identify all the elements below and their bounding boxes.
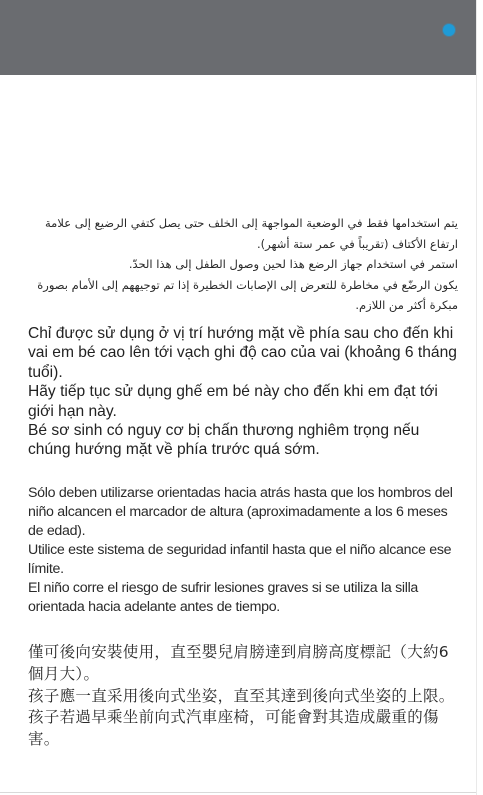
page-edge bbox=[476, 0, 483, 795]
warning-vietnamese-line-2: Hãy tiếp tục sử dụng ghế em bé này cho đến khi em đạt tới giới hạn này. bbox=[28, 383, 438, 420]
warning-vietnamese-line-1: Chỉ được sử dụng ở vị trí hướng mặt về phía sau cho đến khi vai em bé cao lên tới vạch ghi độ cao của vai (khoảng 6 tháng tuổi). bbox=[28, 325, 457, 381]
warning-vietnamese bbox=[28, 324, 458, 460]
warning-spanish-line-3: El niño corre el riesgo de sufrir lesiones graves si se utiliza la silla orientada hacia adelante antes de tiempo. bbox=[28, 580, 419, 615]
warning-arabic-line-1: يتم استخدامها فقط في الوضعية المواجهة إلى الخلف حتى يصل كتفي الرضيع إلى علامة ارتفاع الأكتاف (تقريباً في عمر ستة أشهر). bbox=[45, 216, 458, 251]
warning-spanish-line-1: Sólo deben utilizarse orientadas hacia atrás hasta que los hombros del niño alcancen el marcador de altura (aproximadamente a los 6 meses de edad). bbox=[28, 485, 453, 539]
warning-chinese bbox=[28, 642, 458, 751]
warning-chinese-line-2: 孩子應一直采用後向式坐姿，直至其達到後向式坐姿的上限。 bbox=[28, 686, 455, 705]
warning-arabic-line-3: يكون الرضّع في مخاطرة للتعرض إلى الإصابات الخطيرة إذا تم توجيههم إلى الأمام بصورة مبكرة أكثر من اللازم. bbox=[37, 277, 458, 312]
bottom-divider bbox=[0, 792, 476, 793]
warning-chinese-line-3: 孩子若過早乘坐前向式汽車座椅，可能會對其造成嚴重的傷害。 bbox=[28, 708, 439, 749]
warning-arabic-line-2: استمر في استخدام جهاز الرضع هذا لحين وصول الطفل إلى هذا الحدّ. bbox=[128, 257, 458, 271]
warning-arabic bbox=[28, 213, 458, 316]
warning-chinese-line-1: 僅可後向安裝使用，直至嬰兒肩膀達到肩膀高度標記（大約6個月大）。 bbox=[28, 643, 449, 683]
status-dot-icon bbox=[443, 24, 455, 36]
warning-vietnamese-line-3: Bé sơ sinh có nguy cơ bị chấn thương nghiêm trọng nếu chúng hướng mặt về phía trước quá sớm. bbox=[28, 422, 420, 459]
warning-spanish-line-2: Utilice este sistema de seguridad infantil hasta que el niño alcance ese límite. bbox=[28, 542, 452, 577]
warning-spanish bbox=[28, 484, 458, 617]
header-bar bbox=[0, 0, 476, 75]
